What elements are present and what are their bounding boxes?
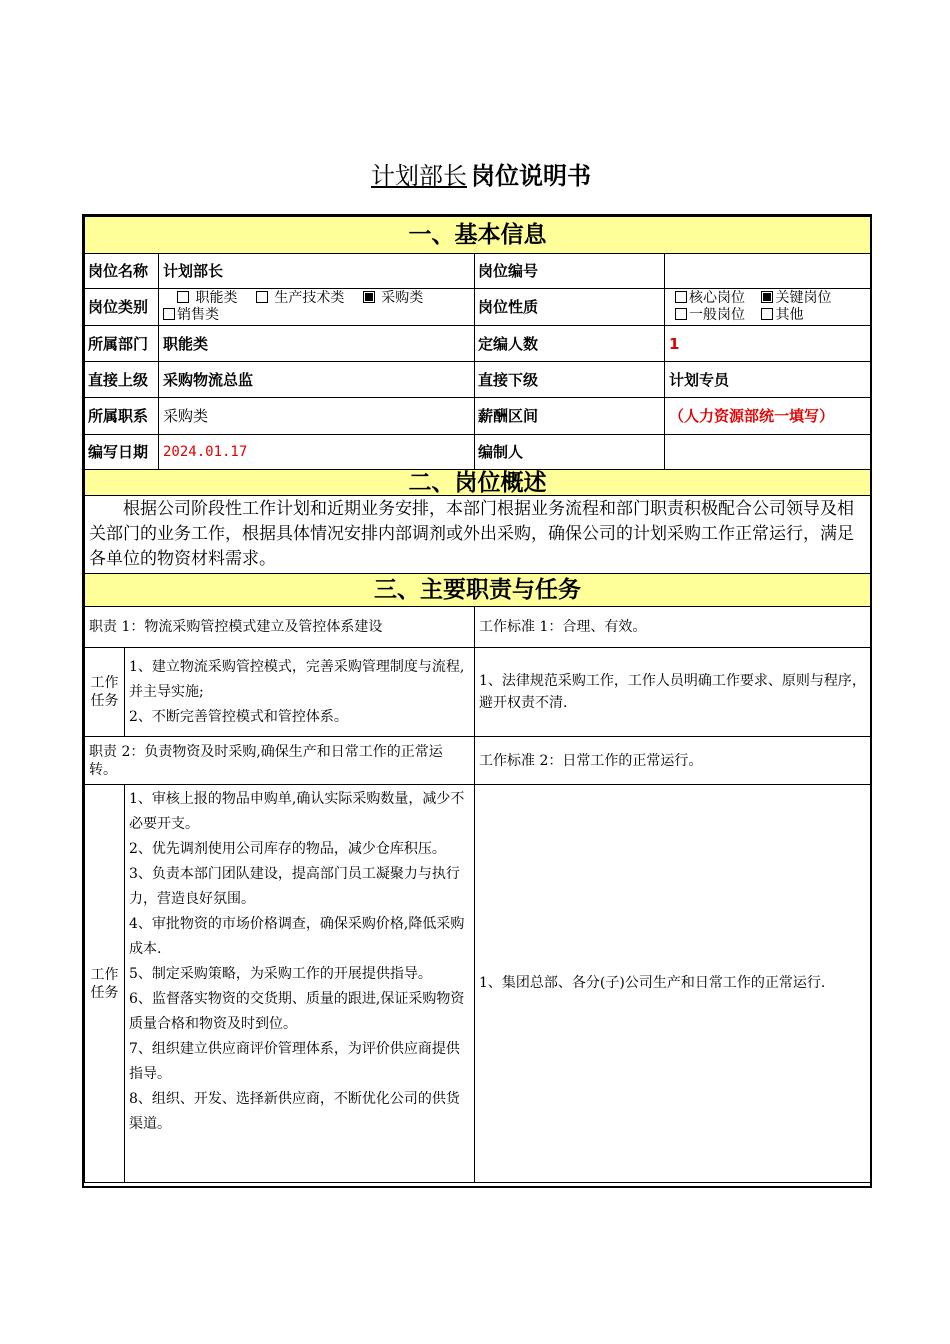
value-position-name: 计划部长 (159, 254, 475, 289)
value-author (665, 435, 871, 470)
task-2-label: 工作任务 (85, 785, 125, 1183)
label-subordinate: 直接下级 (475, 362, 665, 398)
list-item: 7、组织建立供应商评价管理体系，为评价供应商提供指导。 (129, 1041, 460, 1082)
task-row-1 (85, 648, 871, 737)
option-production-tech: 生产技术类 (274, 290, 345, 306)
value-department: 职能类 (159, 326, 475, 362)
checkbox-other[interactable] (761, 308, 773, 320)
label-supervisor: 直接上级 (85, 362, 159, 398)
value-headcount: 1 (665, 326, 871, 362)
duty-row-2 (85, 737, 871, 785)
category-options (159, 289, 475, 326)
label-headcount: 定编人数 (475, 326, 665, 362)
value-position-code (665, 254, 871, 289)
title-position-name: 计划部长 (371, 162, 467, 190)
section-overview-heading: 二、岗位概述 (85, 470, 871, 496)
option-key: 关键岗位 (775, 290, 832, 306)
label-job-family: 所属职系 (85, 398, 159, 435)
section-duties-heading: 三、主要职责与任务 (85, 574, 871, 607)
option-core: 核心岗位 (689, 290, 745, 306)
label-position-category: 岗位类别 (85, 289, 159, 326)
list-item: 5、制定采购策略，为采购工作的开展提供指导。 (129, 966, 432, 982)
info-row-department (85, 326, 871, 362)
checkbox-core[interactable] (675, 291, 687, 303)
task-row-2 (85, 785, 871, 1183)
list-item: 2、不断完善管控模式和管控体系。 (129, 708, 348, 725)
title-suffix: 岗位说明书 (471, 162, 591, 190)
checkbox-key[interactable] (761, 291, 773, 303)
task-1-label: 工作任务 (85, 648, 125, 737)
job-description-table (84, 216, 871, 1183)
checkbox-sales[interactable] (163, 308, 175, 320)
checkbox-production-tech[interactable] (256, 291, 268, 303)
info-row-job-family (85, 398, 871, 435)
duty-row-1 (85, 607, 871, 648)
label-write-date: 编写日期 (85, 435, 159, 470)
checkbox-procurement[interactable] (363, 291, 375, 303)
value-write-date: 2024.01.17 (159, 435, 475, 470)
task-2-list (125, 785, 475, 1183)
info-row-category (85, 289, 871, 326)
label-salary-range: 薪酬区间 (475, 398, 665, 435)
nature-options (665, 289, 871, 326)
checkbox-general[interactable] (675, 308, 687, 320)
document-title (0, 156, 950, 191)
info-row-position-name (85, 254, 871, 289)
duty-1-standard: 工作标准 1：合理、有效。 (475, 607, 871, 648)
list-item: 1、审核上报的物品申购单,确认实际采购数量，减少不必要开支。 (129, 791, 465, 832)
duty-2-standard: 工作标准 2：日常工作的正常运行。 (475, 737, 871, 785)
info-row-date (85, 435, 871, 470)
option-general: 一般岗位 (689, 307, 745, 323)
label-position-code: 岗位编号 (475, 254, 665, 289)
list-item: 4、审批物资的市场价格调查，确保采购价格,降低采购成本. (129, 916, 465, 957)
list-item: 3、负责本部门团队建设，提高部门员工凝聚力与执行力，营造良好氛围。 (129, 866, 460, 907)
task-1-standard: 1、法律规范采购工作，工作人员明确工作要求、原则与程序，避开权责不清. (475, 648, 871, 737)
overview-text: 根据公司阶段性工作计划和近期业务安排，本部门根据业务流程和部门职责积极配合公司领导及相关部门的业务工作，根据具体情况安排内部调剂或外出采购，确保公司的计划采购工作正常运行，满足各单位的物资材料需求。 (85, 496, 871, 574)
value-subordinate: 计划专员 (665, 362, 871, 398)
option-functional: 职能类 (195, 290, 238, 306)
label-author: 编制人 (475, 435, 665, 470)
value-supervisor: 采购物流总监 (159, 362, 475, 398)
section-basic-info-heading: 一、基本信息 (85, 217, 871, 254)
duty-2-text: 职责 2：负责物资及时采购,确保生产和日常工作的正常运转。 (85, 737, 475, 785)
duty-1-text: 职责 1：物流采购管控模式建立及管控体系建设 (85, 607, 475, 648)
value-job-family: 采购类 (159, 398, 475, 435)
info-row-supervisor (85, 362, 871, 398)
checkbox-functional[interactable] (177, 291, 189, 303)
list-item: 2、优先调剂使用公司库存的物品，减少仓库积压。 (129, 841, 446, 857)
task-1-list (125, 648, 475, 737)
label-position-nature: 岗位性质 (475, 289, 665, 326)
value-salary-range: （人力资源部统一填写） (665, 398, 871, 435)
label-position-name: 岗位名称 (85, 254, 159, 289)
option-other: 其他 (775, 307, 804, 323)
option-procurement: 采购类 (381, 290, 424, 306)
option-sales: 销售类 (177, 307, 219, 323)
list-item: 6、监督落实物资的交货期、质量的跟进,保证采购物资质量合格和物资及时到位。 (129, 991, 465, 1032)
list-item: 1、建立物流采购管控模式，完善采购管理制度与流程,并主导实施; (129, 658, 465, 700)
task-2-standard: 1、集团总部、各分(子)公司生产和日常工作的正常运行. (475, 785, 871, 1183)
list-item: 8、组织、开发、选择新供应商，不断优化公司的供货渠道。 (129, 1091, 460, 1132)
label-department: 所属部门 (85, 326, 159, 362)
